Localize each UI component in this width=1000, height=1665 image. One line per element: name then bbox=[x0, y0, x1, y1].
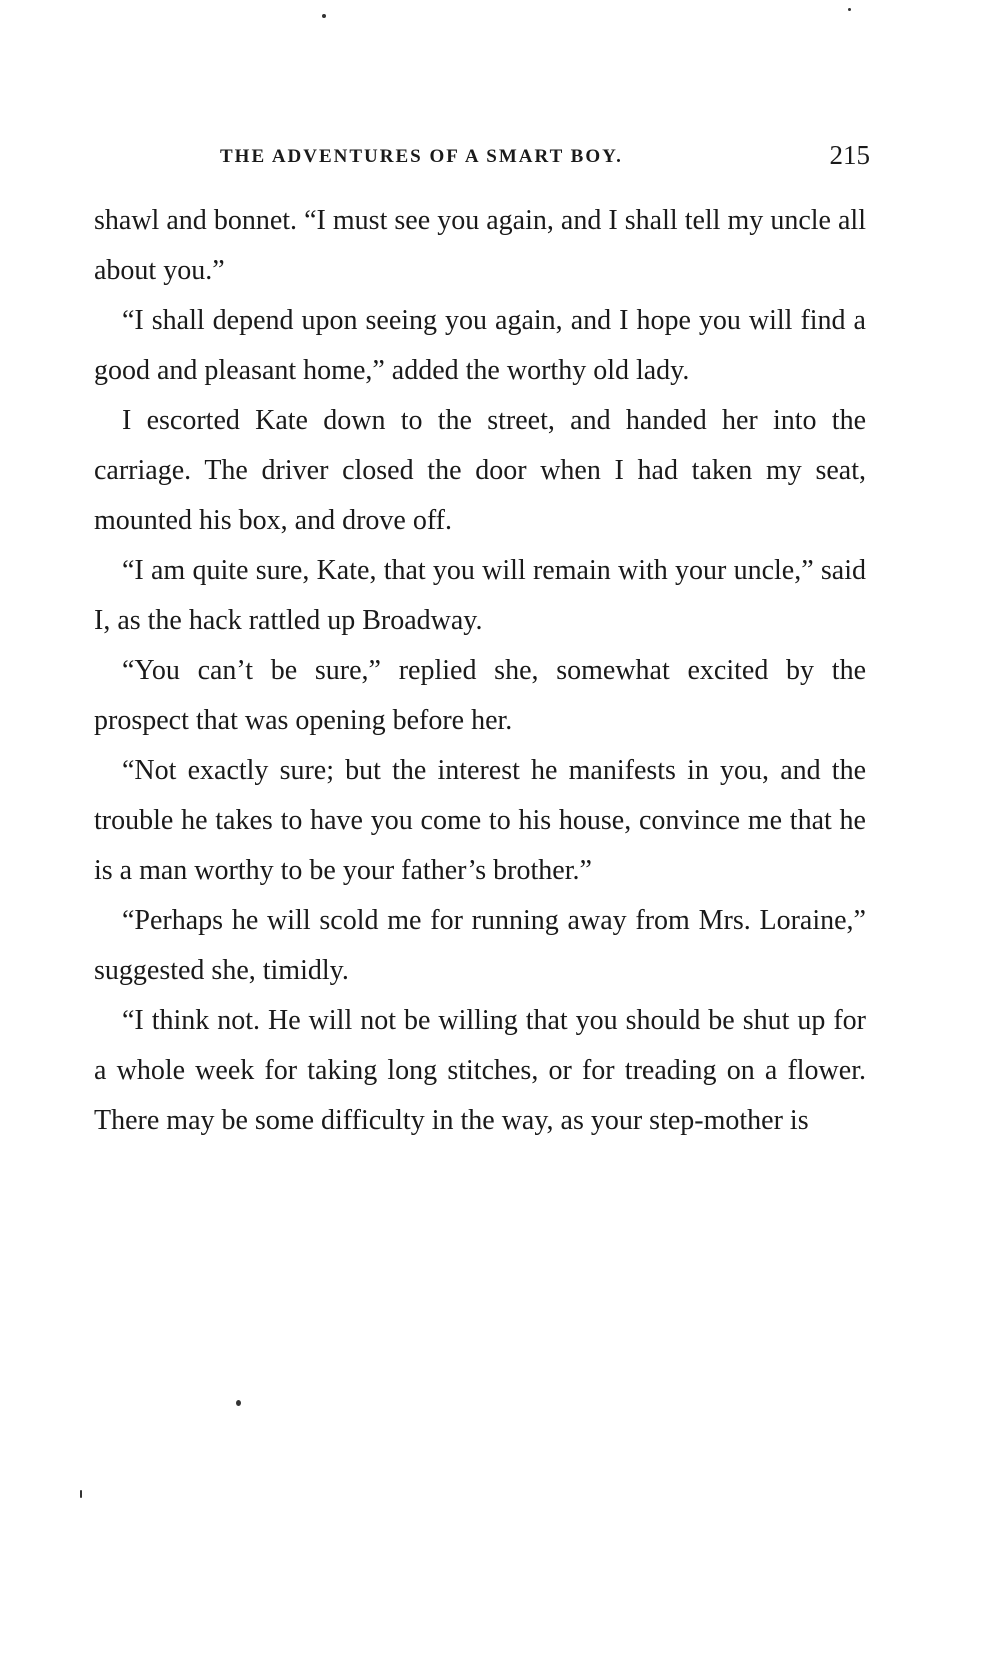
paragraph: “Perhaps he will scold me for running away from Mrs. Loraine,” suggested she, timidly. bbox=[94, 905, 866, 986]
paragraph-continuation: shawl and bonnet. “I must see you again, and I shall tell my uncle all about you.” bbox=[94, 205, 866, 286]
scan-speck bbox=[322, 14, 326, 18]
scan-speck bbox=[80, 1490, 82, 1498]
paragraph: I escorted Kate down to the street, and handed her into the carriage. The driver closed the door when I had taken my seat, mounted his box, and drove off. bbox=[94, 405, 866, 536]
paragraph: “I shall depend upon seeing you again, and I hope you will find a good and pleasant home,” added the worthy old lady. bbox=[94, 305, 866, 386]
page-number: 215 bbox=[829, 140, 870, 170]
paragraph-continues: “I think not. He will not be willing that you should be shut up for a whole week for taking long stitches, or for treading on a flower. There may be some difficulty in the way, as your step-mother is bbox=[94, 1005, 866, 1136]
running-head bbox=[90, 142, 870, 182]
body-text bbox=[94, 196, 866, 1146]
paragraph: “I am quite sure, Kate, that you will remain with your uncle,” said I, as the hack rattled up Broadway. bbox=[94, 555, 866, 636]
scan-speck bbox=[236, 1400, 241, 1406]
scan-speck bbox=[848, 8, 851, 11]
paragraph: “You can’t be sure,” replied she, somewhat excited by the prospect that was opening before her. bbox=[94, 655, 866, 736]
running-title: THE ADVENTURES OF A SMART BOY. bbox=[220, 146, 623, 167]
paragraph: “Not exactly sure; but the interest he manifests in you, and the trouble he takes to have you come to his house, convince me that he is a man worthy to be your father’s brother.” bbox=[94, 755, 866, 886]
